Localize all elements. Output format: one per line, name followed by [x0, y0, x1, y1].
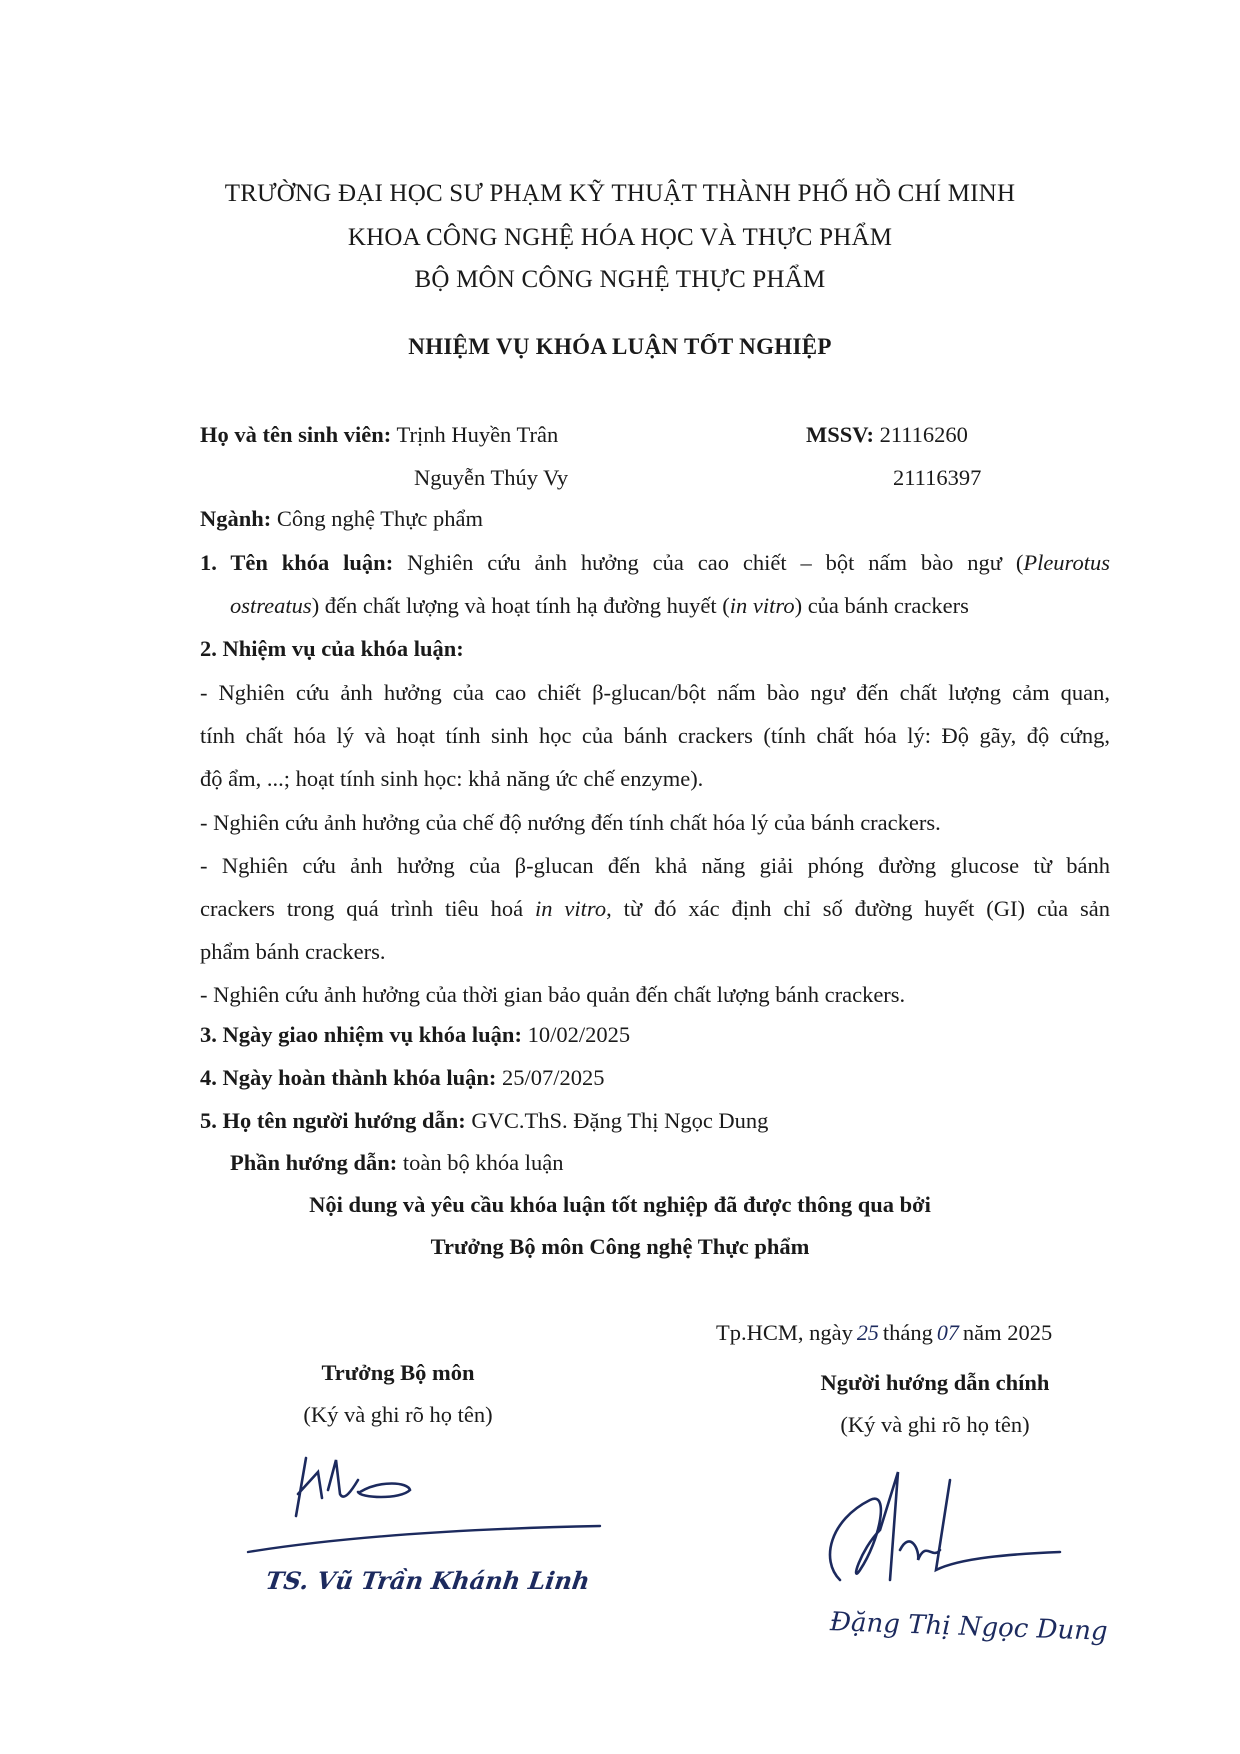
date-line: [716, 1322, 1052, 1345]
thesis-title-text-3: ) của bánh crackers: [794, 593, 969, 618]
task-1-line-3: độ ẩm, ...; hoạt tính sinh học: khả năng ức chế enzyme).: [200, 766, 704, 791]
major-label: Ngành:: [200, 506, 272, 531]
right-signer-name: Đặng Thị Ngọc Dung: [829, 1607, 1109, 1647]
right-signature-graphic: [800, 1460, 1120, 1610]
task-3-line-3: phẩm bánh crackers.: [200, 939, 386, 964]
date-prefix: Tp.HCM, ngày: [716, 1320, 853, 1345]
thesis-title-text-1: Nghiên cứu ảnh hưởng của cao chiết – bột nấm bào ngư (: [407, 550, 1024, 575]
task-3-invitro: in vitro: [535, 896, 607, 921]
document-title: NHIỆM VỤ KHÓA LUẬN TỐT NGHIỆP: [408, 334, 832, 359]
student-name-2: Nguyễn Thúy Vy: [414, 465, 569, 490]
date-year: năm 2025: [962, 1320, 1053, 1345]
task-3-line-2-b: , từ đó xác định chỉ số đường huyết (GI) của sản: [606, 896, 1110, 921]
task-3-line-2: [200, 898, 1110, 921]
task-3-line-2-a: crackers trong quá trình tiêu hoá: [200, 896, 536, 921]
student-name-1: Trịnh Huyền Trân: [396, 422, 559, 447]
thesis-title-line-1: [200, 552, 1110, 575]
university-name: TRƯỜNG ĐẠI HỌC SƯ PHẠM KỸ THUẬT THÀNH PHỐ HỒ CHÍ MINH: [224, 180, 1016, 207]
right-signer-title: Người hướng dẫn chính: [820, 1370, 1050, 1395]
date-day-handwritten: 25: [856, 1320, 879, 1345]
guidance-part-label: Phần hướng dẫn:: [230, 1150, 398, 1175]
supervisor-row: [200, 1110, 768, 1133]
mssv-label: MSSV:: [806, 422, 874, 447]
task-1-line-1: - Nghiên cứu ảnh hưởng của cao chiết β-glucan/bột nấm bào ngư đến chất lượng cảm quan,: [200, 680, 1110, 705]
faculty-name: KHOA CÔNG NGHỆ HÓA HỌC VÀ THỰC PHẨM: [347, 224, 893, 251]
thesis-title-species-2: ostreatus: [230, 593, 312, 618]
supervisor-value: GVC.ThS. Đặng Thị Ngọc Dung: [471, 1108, 769, 1133]
major-row: [200, 508, 483, 531]
left-signer-title: Trưởng Bộ môn: [321, 1360, 475, 1385]
mssv-row-1: [806, 424, 968, 447]
left-signer-note: (Ký và ghi rõ họ tên): [303, 1402, 493, 1427]
department-name: BỘ MÔN CÔNG NGHỆ THỰC PHẨM: [414, 266, 826, 293]
tasks-heading: 2. Nhiệm vụ của khóa luận:: [200, 636, 464, 661]
assign-date-value: 10/02/2025: [527, 1022, 631, 1047]
complete-date-label: 4. Ngày hoàn thành khóa luận:: [200, 1065, 497, 1090]
thesis-title-label: 1. Tên khóa luận:: [200, 550, 394, 575]
thesis-title-species-1: Pleurotus: [1023, 550, 1110, 575]
task-2: - Nghiên cứu ảnh hưởng của chế độ nướng đến tính chất hóa lý của bánh crackers.: [200, 810, 941, 835]
approval-line-2: Trưởng Bộ môn Công nghệ Thực phẩm: [430, 1234, 810, 1259]
date-month-label: tháng: [882, 1320, 933, 1345]
mssv-2: 21116397: [893, 465, 982, 490]
student-label-text: Họ và tên sinh viên:: [200, 422, 392, 447]
mssv-1: 21116260: [879, 422, 968, 447]
thesis-title-invitro: in vitro: [729, 593, 795, 618]
student-label: [200, 424, 558, 447]
major-value: Công nghệ Thực phẩm: [276, 506, 484, 531]
approval-line-1: Nội dung và yêu cầu khóa luận tốt nghiệp đã được thông qua bởi: [309, 1192, 931, 1217]
task-3-line-1: - Nghiên cứu ảnh hưởng của β-glucan đến khả năng giải phóng đường glucose từ bánh: [200, 853, 1110, 878]
thesis-title-line-2: [230, 595, 969, 618]
assign-date-label: 3. Ngày giao nhiệm vụ khóa luận:: [200, 1022, 522, 1047]
guidance-part-row: [230, 1152, 564, 1175]
complete-date-row: [200, 1067, 605, 1090]
assign-date-row: [200, 1024, 630, 1047]
complete-date-value: 25/07/2025: [501, 1065, 605, 1090]
task-1-line-2: tính chất hóa lý và hoạt tính sinh học của bánh crackers (tính chất hóa lý: Độ gãy, độ cứng,: [200, 723, 1110, 748]
thesis-title-text-2: ) đến chất lượng và hoạt tính hạ đường huyết (: [311, 593, 730, 618]
supervisor-label: 5. Họ tên người hướng dẫn:: [200, 1108, 466, 1133]
left-signer-name: TS. Vũ Trần Khánh Linh: [263, 1566, 592, 1595]
date-month-handwritten: 07: [936, 1320, 959, 1345]
right-signer-note: (Ký và ghi rõ họ tên): [840, 1412, 1030, 1437]
guidance-part-value: toàn bộ khóa luận: [402, 1150, 564, 1175]
task-4: - Nghiên cứu ảnh hưởng của thời gian bảo quản đến chất lượng bánh crackers.: [200, 982, 906, 1007]
